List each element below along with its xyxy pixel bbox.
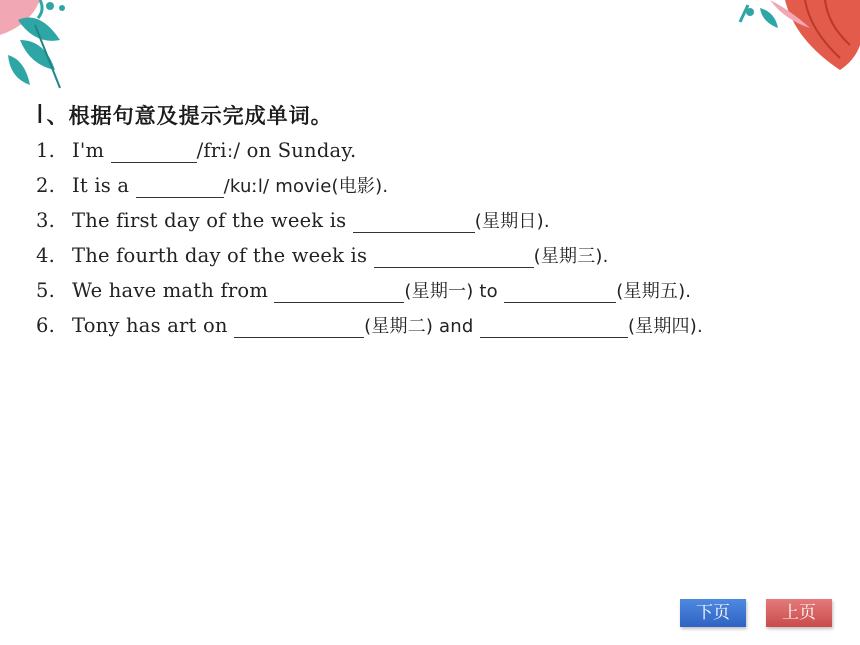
question-text: I'm: [72, 139, 105, 162]
question-text: We have math from: [72, 279, 269, 302]
answer-blank[interactable]: [234, 315, 364, 338]
answer-blank[interactable]: [374, 245, 534, 268]
question-text: It is a: [72, 174, 130, 197]
question-text: The fourth day of the week is: [72, 244, 368, 267]
question-text: (星期四).: [627, 316, 703, 337]
leaf-decoration-icon: [0, 0, 110, 95]
question-number: 5.: [36, 279, 56, 302]
question-text: Tony has art on: [72, 314, 228, 337]
section-heading: [36, 100, 333, 130]
question-number: 6.: [36, 314, 56, 337]
question-2: [36, 171, 388, 201]
question-number: 3.: [36, 209, 56, 232]
question-text: /kuːl/ movie(电影).: [223, 176, 389, 197]
answer-blank[interactable]: [504, 280, 616, 303]
question-text: (星期五).: [616, 281, 692, 302]
question-text: (星期一) to: [404, 281, 498, 302]
question-5: [36, 276, 691, 306]
question-text: /friː/ on Sunday.: [196, 139, 357, 162]
question-3: [36, 206, 550, 236]
question-text: (星期三).: [533, 246, 609, 267]
answer-blank[interactable]: [136, 175, 224, 198]
next-page-button[interactable]: 下页: [680, 599, 746, 627]
question-text: (星期二) and: [364, 316, 474, 337]
question-number: 4.: [36, 244, 56, 267]
previous-page-button[interactable]: 上页: [766, 599, 832, 627]
question-number: 1.: [36, 139, 56, 162]
question-number: 2.: [36, 174, 56, 197]
question-text: (星期日).: [474, 211, 550, 232]
section-title: 、根据句意及提示完成单词。: [46, 104, 333, 128]
question-4: [36, 241, 609, 271]
answer-blank[interactable]: [111, 140, 197, 163]
answer-blank[interactable]: [480, 315, 628, 338]
question-text: The first day of the week is: [72, 209, 347, 232]
answer-blank[interactable]: [274, 280, 404, 303]
leaf-decoration-icon: [730, 0, 860, 75]
section-roman-numeral: Ⅰ: [36, 100, 45, 129]
answer-blank[interactable]: [353, 210, 475, 233]
question-1: [36, 136, 356, 166]
question-6: [36, 311, 703, 341]
